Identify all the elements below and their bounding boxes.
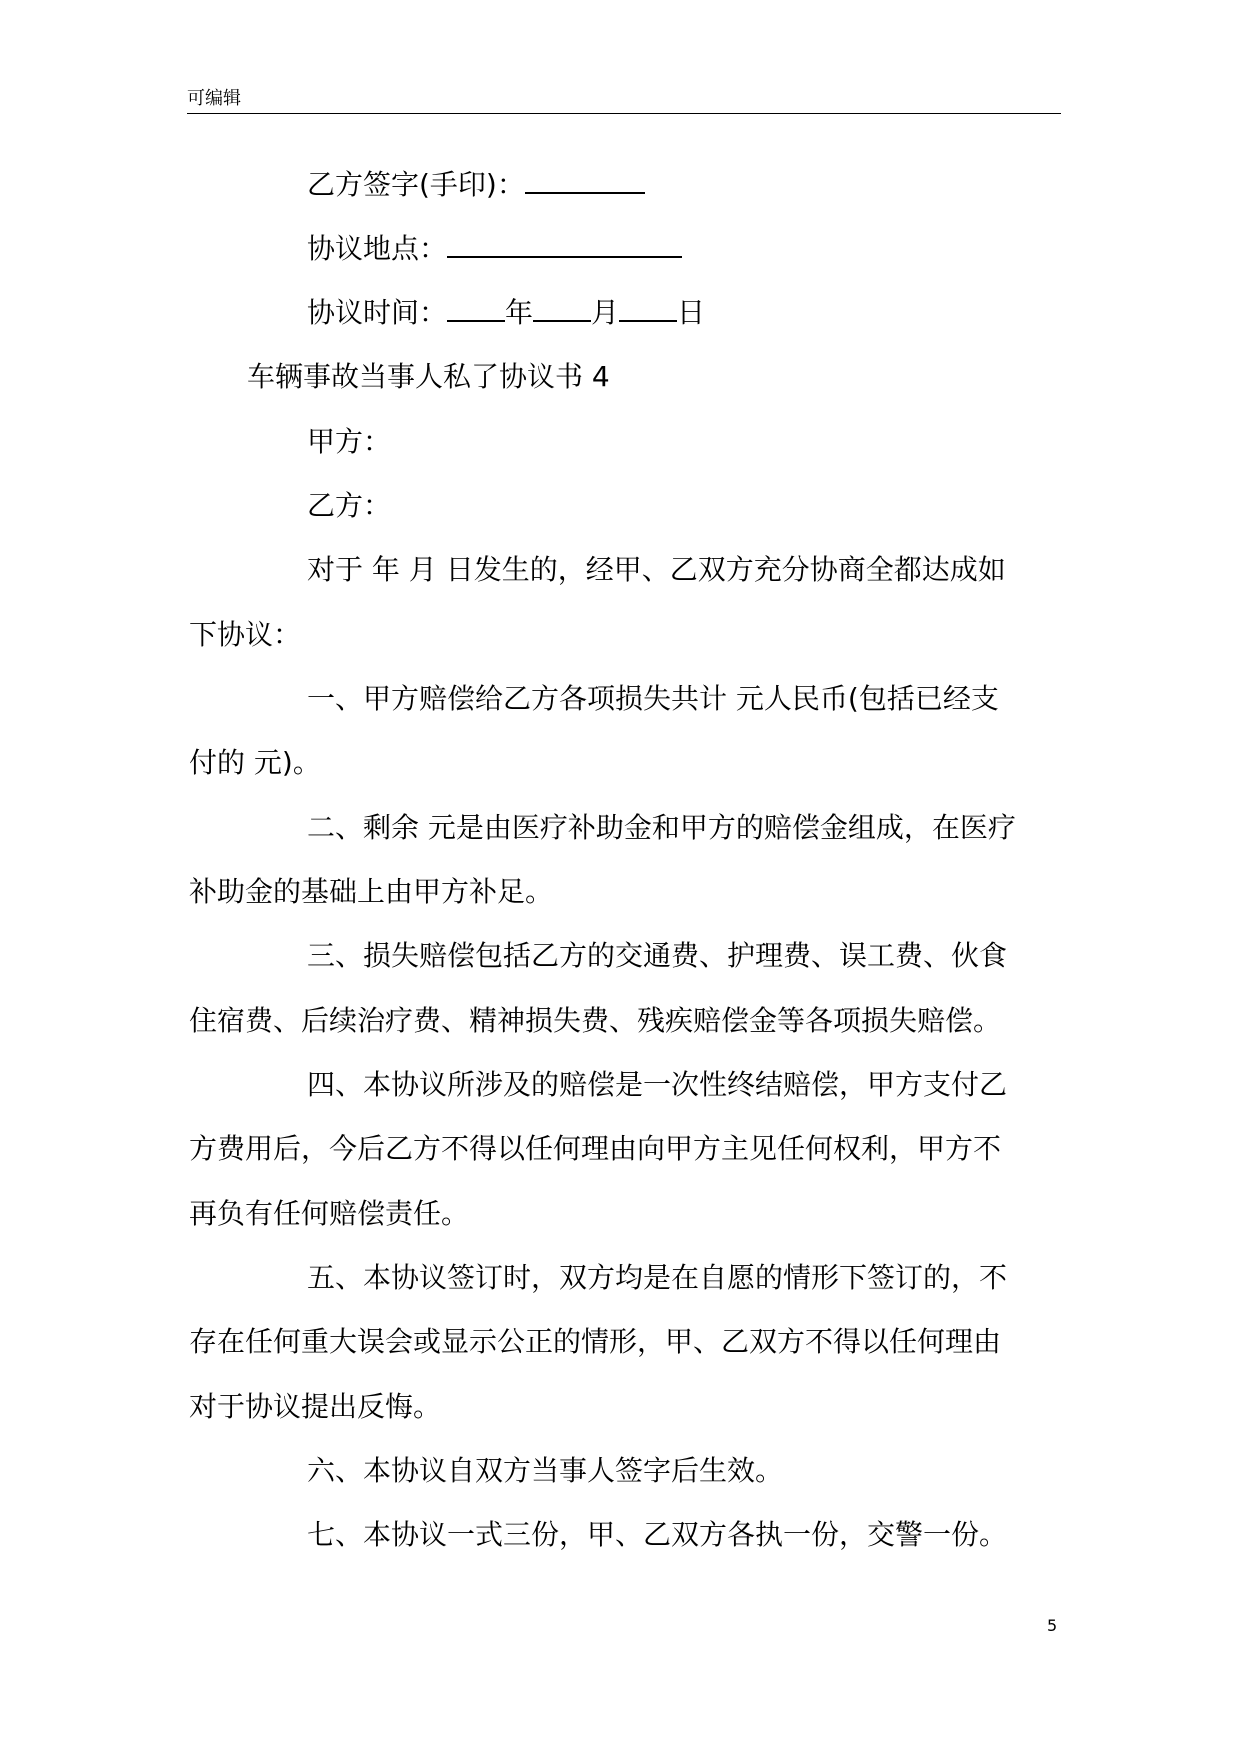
month-blank [533,294,591,322]
clause-3-line-1: 三、损失赔偿包括乙方的交通费、护理费、误工费、伙食 [307,939,1008,972]
agreement-place-label: 协议地点： [307,232,448,265]
year-label: 年 [505,296,534,329]
clause-1-line-2: 付的 元)。 [189,746,321,779]
party-b-signature-blank [525,166,645,194]
intro-line-2: 下协议： [189,618,302,651]
intro-line-1: 对于 年 月 日发生的，经甲、乙双方充分协商全都达成如 [307,553,1006,586]
header-rule [187,113,1061,114]
agreement-place-blank [447,230,682,258]
clause-2-line-1: 二、剩余 元是由医疗补助金和甲方的赔偿金组成，在医疗 [307,811,1016,844]
party-b-label: 乙方： [307,489,392,522]
clause-2-line-2: 补助金的基础上由甲方补足。 [189,875,554,908]
page-number: 5 [1047,1616,1058,1635]
agreement-title: 车辆事故当事人私了协议书 4 [247,360,610,393]
party-b-signature-line [307,166,645,203]
clause-4-line-3: 再负有任何赔偿责任。 [189,1197,470,1230]
agreement-time-line [307,294,705,331]
clause-4-line-1: 四、本协议所涉及的赔偿是一次性终结赔偿，甲方支付乙 [307,1068,1008,1101]
party-a-label: 甲方： [307,425,392,458]
clause-6-line-1: 六、本协议自双方当事人签字后生效。 [307,1454,784,1487]
month-label: 月 [591,296,620,329]
agreement-place-line [307,230,682,267]
agreement-time-label: 协议时间： [307,296,448,329]
clause-4-line-2: 方费用后，今后乙方不得以任何理由向甲方主见任何权利，甲方不 [189,1132,1002,1165]
clause-5-line-2: 存在任何重大误会或显示公正的情形，甲、乙双方不得以任何理由 [189,1325,1002,1358]
clause-3-line-2: 住宿费、后续治疗费、精神损失费、残疾赔偿金等各项损失赔偿。 [189,1004,1002,1037]
day-blank [619,294,677,322]
clause-1-line-1: 一、甲方赔偿给乙方各项损失共计 元人民币(包括已经支 [307,682,999,715]
party-b-signature-label: 乙方签字(手印)： [307,168,525,201]
year-blank [447,294,505,322]
clause-5-line-1: 五、本协议签订时，双方均是在自愿的情形下签订的，不 [307,1261,1008,1294]
day-label: 日 [677,296,706,329]
clause-7-line-1: 七、本协议一式三份，甲、乙双方各执一份，交警一份。 [307,1518,1008,1551]
clause-5-line-3: 对于协议提出反悔。 [189,1390,442,1423]
page-header-label: 可编辑 [187,88,241,109]
